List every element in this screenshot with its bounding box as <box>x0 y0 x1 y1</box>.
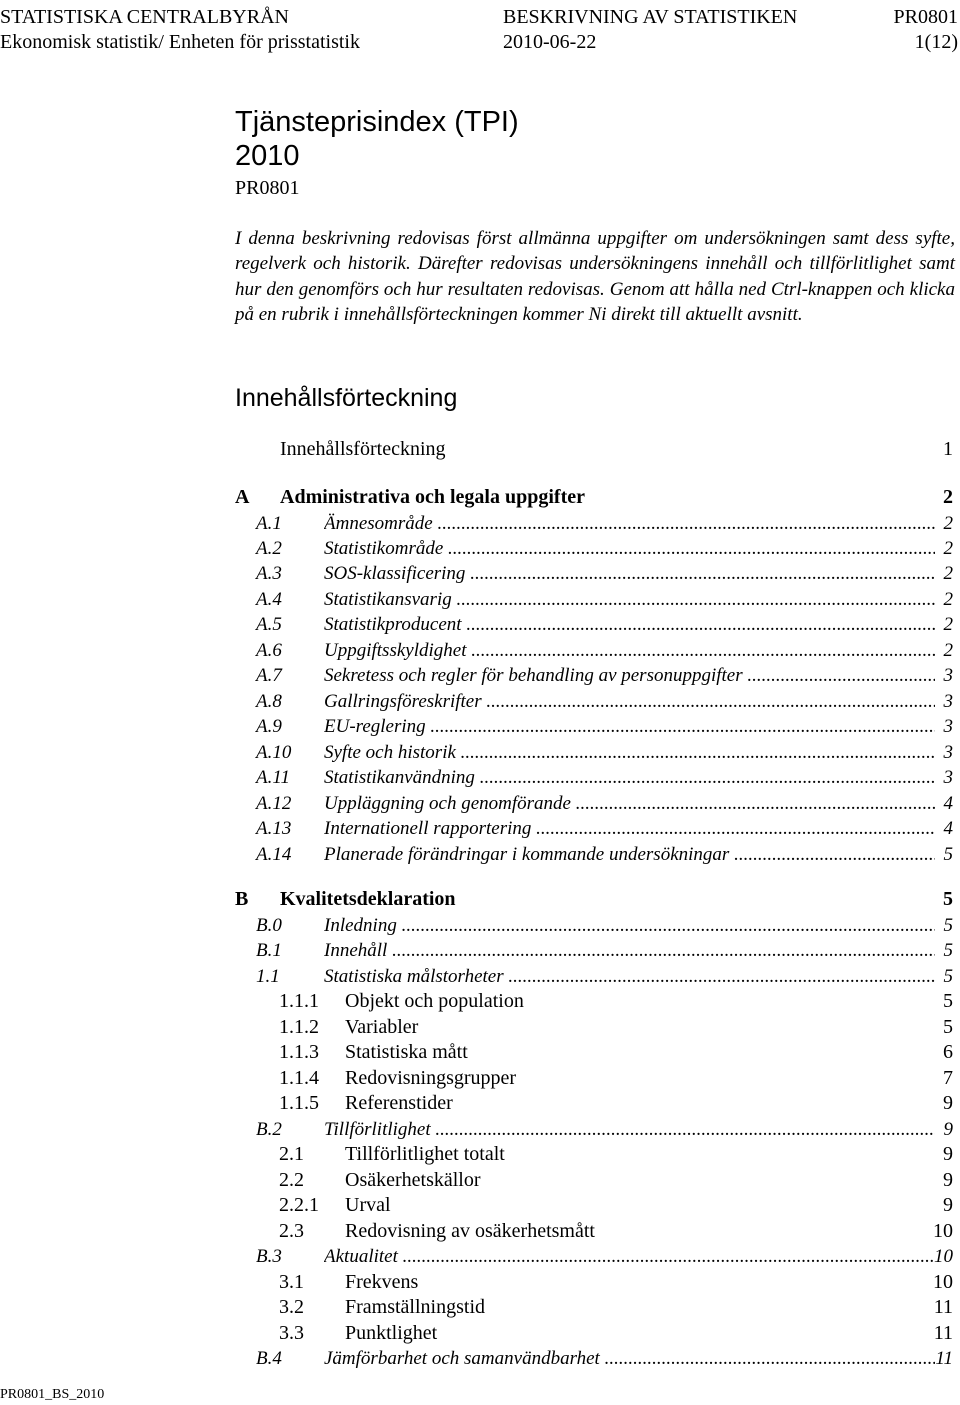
toc-entry-page: 11 <box>933 1322 953 1344</box>
header-doc-type: BESKRIVNING AV STATISTIKEN <box>503 6 798 28</box>
toc-entry-title: Gallringsföreskrifter ..... <box>324 689 935 714</box>
toc-entry-page: 7 <box>943 1067 953 1089</box>
toc-entry[interactable] <box>235 1091 953 1116</box>
toc-entry[interactable] <box>235 1270 953 1295</box>
toc-entry-number: 1.1.2 <box>279 1016 319 1038</box>
toc-entry-title: Innehållsförteckning <box>280 438 446 460</box>
toc-entry-title: Framställningstid <box>345 1296 485 1318</box>
toc-entry-title: Uppläggning och genomförande ..... <box>324 791 935 816</box>
toc-entry-title: Syfte och historik ..... <box>324 740 935 765</box>
toc-entry-page: 10 <box>934 1246 953 1267</box>
toc-entry-page: 6 <box>943 1041 953 1063</box>
toc-entry-title: Inledning ..... <box>324 913 935 938</box>
toc-entry-page: 3 <box>943 665 953 686</box>
toc-entry-page: 2 <box>943 486 953 508</box>
toc-entry-page: 2 <box>943 640 953 661</box>
toc-entry[interactable] <box>235 1321 953 1346</box>
toc-entry-title: Uppgiftsskyldighet ..... <box>324 638 935 663</box>
toc-entry-number: 1.1.5 <box>279 1092 319 1114</box>
toc-entry[interactable] <box>235 561 953 586</box>
toc-entry-number: 2.2 <box>279 1169 304 1191</box>
header-page: 1(12) <box>914 31 958 53</box>
toc-entry-title: Kvalitetsdeklaration <box>280 888 456 910</box>
toc-entry-number: A.7 <box>256 665 282 686</box>
toc-entry-number: B.0 <box>256 915 282 936</box>
toc-entry-number: A <box>235 486 250 508</box>
header-code: PR0801 <box>893 6 958 28</box>
page-header-line-2 <box>0 30 960 54</box>
toc-entry[interactable] <box>235 1066 953 1091</box>
toc-entry-page: 9 <box>943 1092 953 1114</box>
toc-entry-title: Statistikansvarig ..... <box>324 587 935 612</box>
toc-entry-number: A.4 <box>256 589 282 610</box>
toc-entry-page: 5 <box>943 844 953 865</box>
toc-entry-number: B.1 <box>256 940 282 961</box>
toc-entry[interactable] <box>235 638 953 663</box>
toc-entry-page: 2 <box>943 538 953 559</box>
toc-entry-number: 2.2.1 <box>279 1194 319 1216</box>
toc-entry-number: 1.1.4 <box>279 1067 319 1089</box>
toc-entry-page: 2 <box>943 513 953 534</box>
toc-entry-page: 4 <box>943 793 953 814</box>
toc-entry-number: A.9 <box>256 716 282 737</box>
toc-entry-number: 3.3 <box>279 1322 304 1344</box>
toc-entry-title: Aktualitet ..... <box>324 1244 935 1269</box>
toc-entry-page: 3 <box>943 767 953 788</box>
toc-entry-number: A.11 <box>256 767 290 788</box>
toc-entry-title: Frekvens <box>345 1271 419 1293</box>
toc-entry-page: 3 <box>943 691 953 712</box>
toc-entry-page: 5 <box>943 1016 953 1038</box>
toc-entry[interactable] <box>235 887 953 912</box>
toc-entry-page: 4 <box>943 818 953 839</box>
toc-entry-page: 2 <box>943 614 953 635</box>
toc-entry-number: 1.1.3 <box>279 1041 319 1063</box>
toc-entry[interactable] <box>235 536 953 561</box>
toc-entry-page: 5 <box>943 915 953 936</box>
toc-entry-page: 11 <box>935 1348 953 1369</box>
toc-entry-number: B.4 <box>256 1348 282 1369</box>
toc-entry[interactable] <box>235 437 953 462</box>
header-dept: Ekonomisk statistik/ Enheten för prisstatistik <box>0 31 360 53</box>
toc-entry-title: Planerade förändringar i kommande undersökningar ..... <box>324 842 935 867</box>
toc-entry-page: 5 <box>943 966 953 987</box>
toc-entry-number: A.2 <box>256 538 282 559</box>
toc-entry-title: Statistikproducent ..... <box>324 612 935 637</box>
toc-entry-number: A.12 <box>256 793 292 814</box>
toc-entry-title: Tillförlitlighet totalt <box>345 1143 505 1165</box>
toc-entry-number: B.3 <box>256 1246 282 1267</box>
page-footer: PR0801_BS_2010 <box>0 1387 105 1402</box>
toc-entry[interactable] <box>235 938 953 963</box>
toc-entry-title: Redovisningsgrupper <box>345 1067 517 1089</box>
toc-entry-page: 3 <box>943 716 953 737</box>
toc-entry-number: 3.1 <box>279 1271 304 1293</box>
toc-entry-number: 2.1 <box>279 1143 304 1165</box>
toc-entry-title: Administrativa och legala uppgifter <box>280 486 585 508</box>
toc-entry[interactable] <box>235 816 953 841</box>
toc-entry-number: A.6 <box>256 640 282 661</box>
product-code: PR0801 <box>235 177 300 199</box>
toc-entry-number: B <box>235 888 249 910</box>
toc-entry-page: 9 <box>943 1194 953 1216</box>
toc-entry-number: 1.1.1 <box>279 990 319 1012</box>
toc-entry[interactable] <box>235 1244 953 1269</box>
intro-paragraph: I denna beskrivning redovisas först allmänna uppgifter om undersökningen samt dess syfte, regelverk och historik. Därefter redovisas undersökningens innehåll och tillförlitlighet samt hur den genomförs och hur resultaten redovisas. Genom att hålla ned Ctrl-knappen och klicka på en rubrik i innehållsförteckningen kommer Ni direkt till aktuellt avsnitt. <box>235 228 955 326</box>
document-year: 2010 <box>235 140 300 172</box>
toc-entry-title: Urval <box>345 1194 391 1216</box>
toc-entry[interactable] <box>235 714 953 739</box>
toc-entry-page: 10 <box>933 1220 953 1242</box>
toc-entry[interactable] <box>235 511 953 536</box>
toc-entry-page: 11 <box>933 1296 953 1318</box>
toc-entry[interactable] <box>235 765 953 790</box>
toc-entry[interactable] <box>235 842 953 867</box>
toc-entry-page: 5 <box>943 940 953 961</box>
toc-entry-title: Innehåll ..... <box>324 938 935 963</box>
toc-heading: Innehållsförteckning <box>235 384 458 412</box>
toc-entry-number: A.1 <box>256 513 282 534</box>
toc-entry-number: 1.1 <box>256 966 280 987</box>
toc-entry[interactable] <box>235 485 953 510</box>
header-org: STATISTISKA CENTRALBYRÅN <box>0 6 289 28</box>
toc-entry-title: Variabler <box>345 1016 419 1038</box>
toc-entry-page: 3 <box>943 742 953 763</box>
toc-entry[interactable] <box>235 612 953 637</box>
toc-entry-page: 5 <box>943 990 953 1012</box>
toc-entry-number: A.8 <box>256 691 282 712</box>
toc-entry-title: Statistiska målstorheter ..... <box>324 964 935 989</box>
toc-entry-title: Tillförlitlighet ..... <box>324 1117 935 1142</box>
toc-entry-title: SOS-klassificering ..... <box>324 561 935 586</box>
toc-entry[interactable] <box>235 1142 953 1167</box>
toc-entry-page: 2 <box>943 563 953 584</box>
page-header-line-1 <box>0 5 960 29</box>
toc-entry-title: Jämförbarhet och samanvändbarhet ..... <box>324 1346 935 1371</box>
toc-entry[interactable] <box>235 740 953 765</box>
toc-entry[interactable] <box>235 989 953 1014</box>
toc-entry[interactable] <box>235 1346 953 1371</box>
toc-entry[interactable] <box>235 689 953 714</box>
toc-entry[interactable] <box>235 1168 953 1193</box>
toc-entry-title: Punktlighet <box>345 1322 438 1344</box>
toc-entry-number: 3.2 <box>279 1296 304 1318</box>
toc-entry-title: Statistiska mått <box>345 1041 468 1063</box>
toc-entry-title: Statistikanvändning ..... <box>324 765 935 790</box>
document-title: Tjänsteprisindex (TPI) <box>235 106 519 138</box>
toc-entry-title: Objekt och population <box>345 990 524 1012</box>
toc-entry-title: Ämnesområde ..... <box>324 511 935 536</box>
toc-entry-title: Osäkerhetskällor <box>345 1169 481 1191</box>
toc-entry-page: 5 <box>943 888 953 910</box>
toc-entry[interactable] <box>235 663 953 688</box>
toc-entry-title: Internationell rapportering ..... <box>324 816 935 841</box>
toc-entry-title: Statistikområde ..... <box>324 536 935 561</box>
header-date: 2010-06-22 <box>503 31 597 53</box>
toc-entry[interactable] <box>235 587 953 612</box>
toc-entry[interactable] <box>235 913 953 938</box>
toc-entry-number: A.10 <box>256 742 292 763</box>
toc-entry-page: 2 <box>943 589 953 610</box>
toc-entry[interactable] <box>235 1295 953 1320</box>
toc-entry[interactable] <box>235 791 953 816</box>
toc-entry-page: 10 <box>933 1271 953 1293</box>
toc-entry[interactable] <box>235 1015 953 1040</box>
toc-entry-title: EU-reglering ..... <box>324 714 935 739</box>
toc-entry[interactable] <box>235 1193 953 1218</box>
toc-entry-number: 2.3 <box>279 1220 304 1242</box>
toc-entry-number: A.13 <box>256 818 292 839</box>
toc-entry-number: B.2 <box>256 1119 282 1140</box>
toc-entry-title: Redovisning av osäkerhetsmått <box>345 1220 595 1242</box>
toc-entry-page: 9 <box>943 1143 953 1165</box>
toc-entry-title: Referenstider <box>345 1092 453 1114</box>
toc-entry-page: 1 <box>943 438 953 460</box>
toc-entry-page: 9 <box>943 1169 953 1191</box>
toc-entry-number: A.5 <box>256 614 282 635</box>
toc-entry[interactable] <box>235 1117 953 1142</box>
toc-entry-title: Sekretess och regler för behandling av personuppgifter ..... <box>324 663 935 688</box>
toc-entry[interactable] <box>235 1219 953 1244</box>
toc-entry[interactable] <box>235 1040 953 1065</box>
toc-entry[interactable] <box>235 964 953 989</box>
toc-entry-number: A.14 <box>256 844 292 865</box>
toc-entry-number: A.3 <box>256 563 282 584</box>
toc-entry-page: 9 <box>943 1119 953 1140</box>
